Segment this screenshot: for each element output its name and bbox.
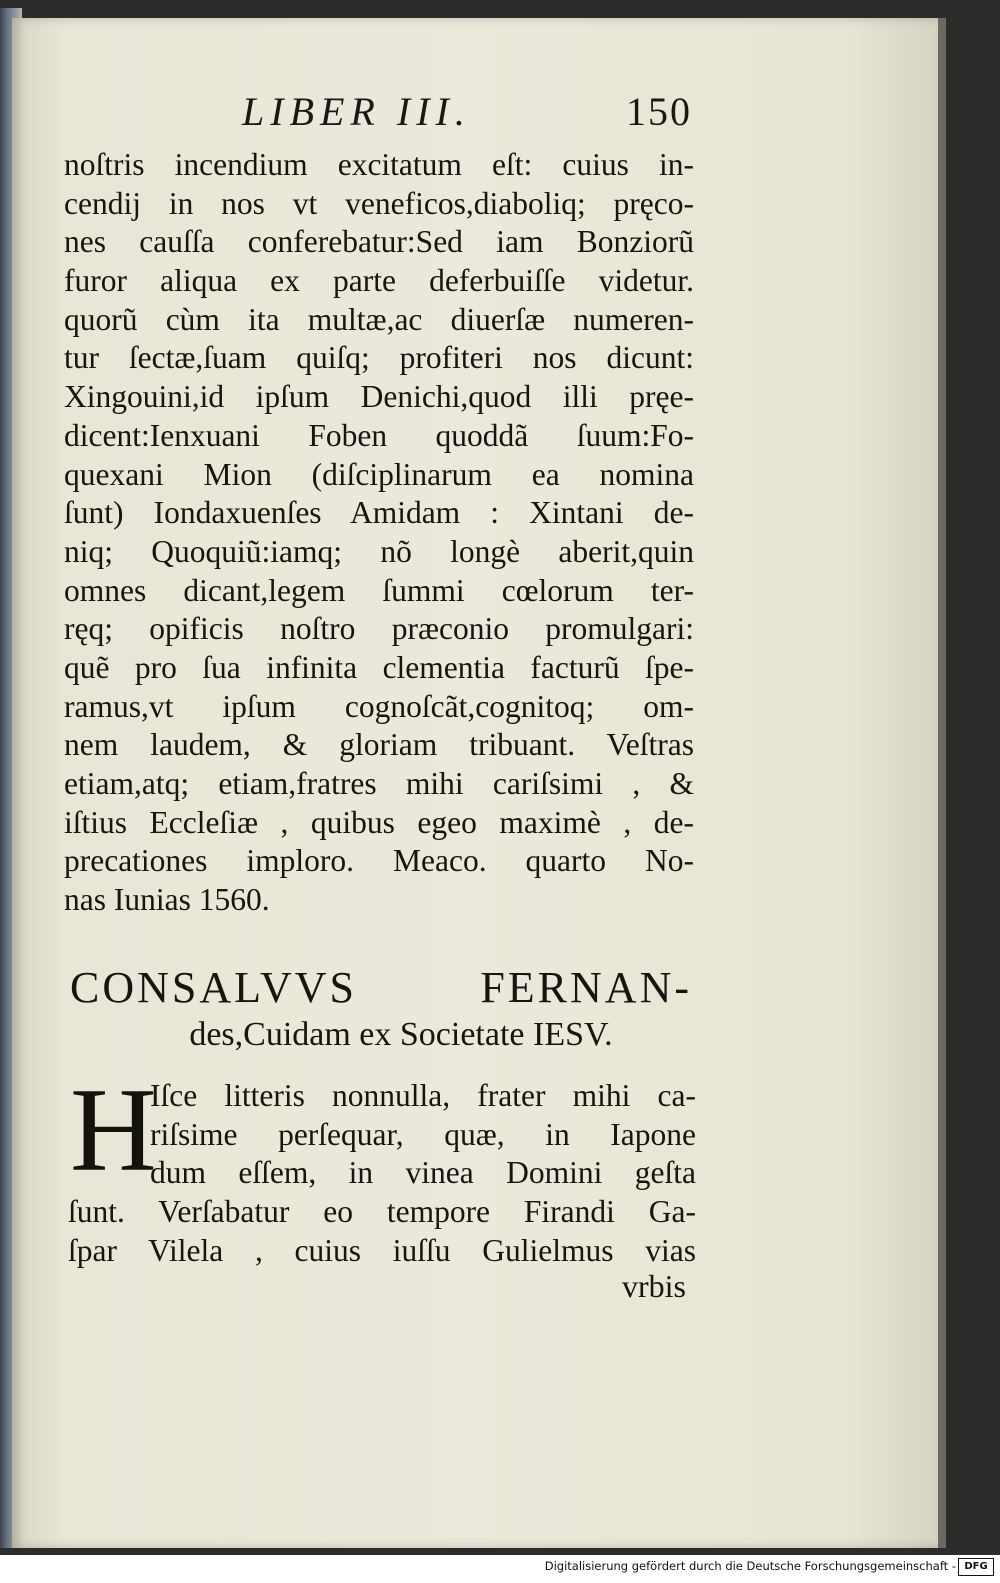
- text-line: omnes dicant,legem ſummi cœlorum ter-: [64, 572, 694, 608]
- text-line: riſsime perſequar, quæ, in Iapone: [150, 1116, 696, 1152]
- section-heading: [70, 962, 692, 1054]
- text-line: niq; Quoquiũ:iamq; nõ longè aberit,quin: [64, 533, 694, 569]
- text-line: quẽ pro ſua infinita clementia facturũ ſpe-: [64, 649, 694, 685]
- text-line: Iſce litteris nonnulla, frater mihi ca-: [150, 1078, 696, 1113]
- letter-text: [68, 1063, 696, 1269]
- dfg-logo: DFG: [958, 1558, 994, 1576]
- body-text: [64, 146, 694, 920]
- page-number: 150: [626, 89, 692, 134]
- running-head: LIBER III.: [242, 89, 471, 134]
- text-line: noſtris incendium excitatum eſt: cuius in-: [64, 147, 694, 182]
- text-line: ſunt) Iondaxuenſes Amidam : Xintani de-: [64, 495, 694, 531]
- page-edge-shadow: [938, 18, 946, 1548]
- text-line: etiam,atq; etiam,fratres mihi cariſsimi , &: [64, 766, 694, 801]
- text-line: tur ſectæ,ſuam quiſq; profiteri nos dicunt:: [64, 340, 694, 376]
- text-line: cendij in nos vt veneficos,diaboliq; pręco-: [64, 185, 694, 221]
- text-line: ręq; opificis noſtro præconio promulgari:: [64, 611, 694, 647]
- text-line: furor aliqua ex parte deferbuiſſe videtur.: [64, 263, 694, 299]
- text-line: quexani Mion (diſciplinarum ea nomina: [64, 456, 694, 492]
- text-line: dum eſſem, in vinea Domini geſta: [150, 1155, 696, 1191]
- text-line: iſtius Eccleſiæ , quibus egeo maximè , de-: [64, 804, 694, 840]
- funding-credit: Digitalisierung gefördert durch die Deutsche Forschungsgemeinschaft -: [544, 1559, 956, 1573]
- text-line: ſunt. Verſabatur eo tempore Firandi Ga-: [68, 1194, 696, 1230]
- text-line: nem laudem, & gloriam tribuant. Veſtras: [64, 727, 694, 763]
- text-line: ſpar Vilela , cuius iuſſu Gulielmus vias: [68, 1232, 696, 1268]
- text-line: quorũ cùm ita multæ,ac diuerſæ numeren-: [64, 301, 694, 337]
- section-title-line2: des,Cuidam ex Societate IESV.: [189, 1016, 613, 1053]
- text-line: dicent:Ienxuani Foben quoddã ſuum:Fo-: [64, 417, 694, 453]
- section-title-line1: CONSALVVS FERNAN-: [70, 963, 692, 1012]
- catchword: vrbis: [622, 1268, 686, 1304]
- text-line: precationes imploro. Meaco. quarto No-: [64, 843, 694, 879]
- drop-cap-initial: H: [70, 1063, 157, 1196]
- text-line: nas Iunias 1560.: [64, 882, 270, 918]
- text-line: ramus,vt ipſum cognoſcãt,cognitoq; om-: [64, 688, 694, 724]
- footer-bar: [0, 1555, 1000, 1583]
- text-line: nes cauſſa conferebatur:Sed iam Bonziorũ: [64, 224, 694, 260]
- text-line: Xingouini,id ipſum Denichi,quod illi pręe-: [64, 379, 694, 415]
- page-header: [242, 88, 692, 138]
